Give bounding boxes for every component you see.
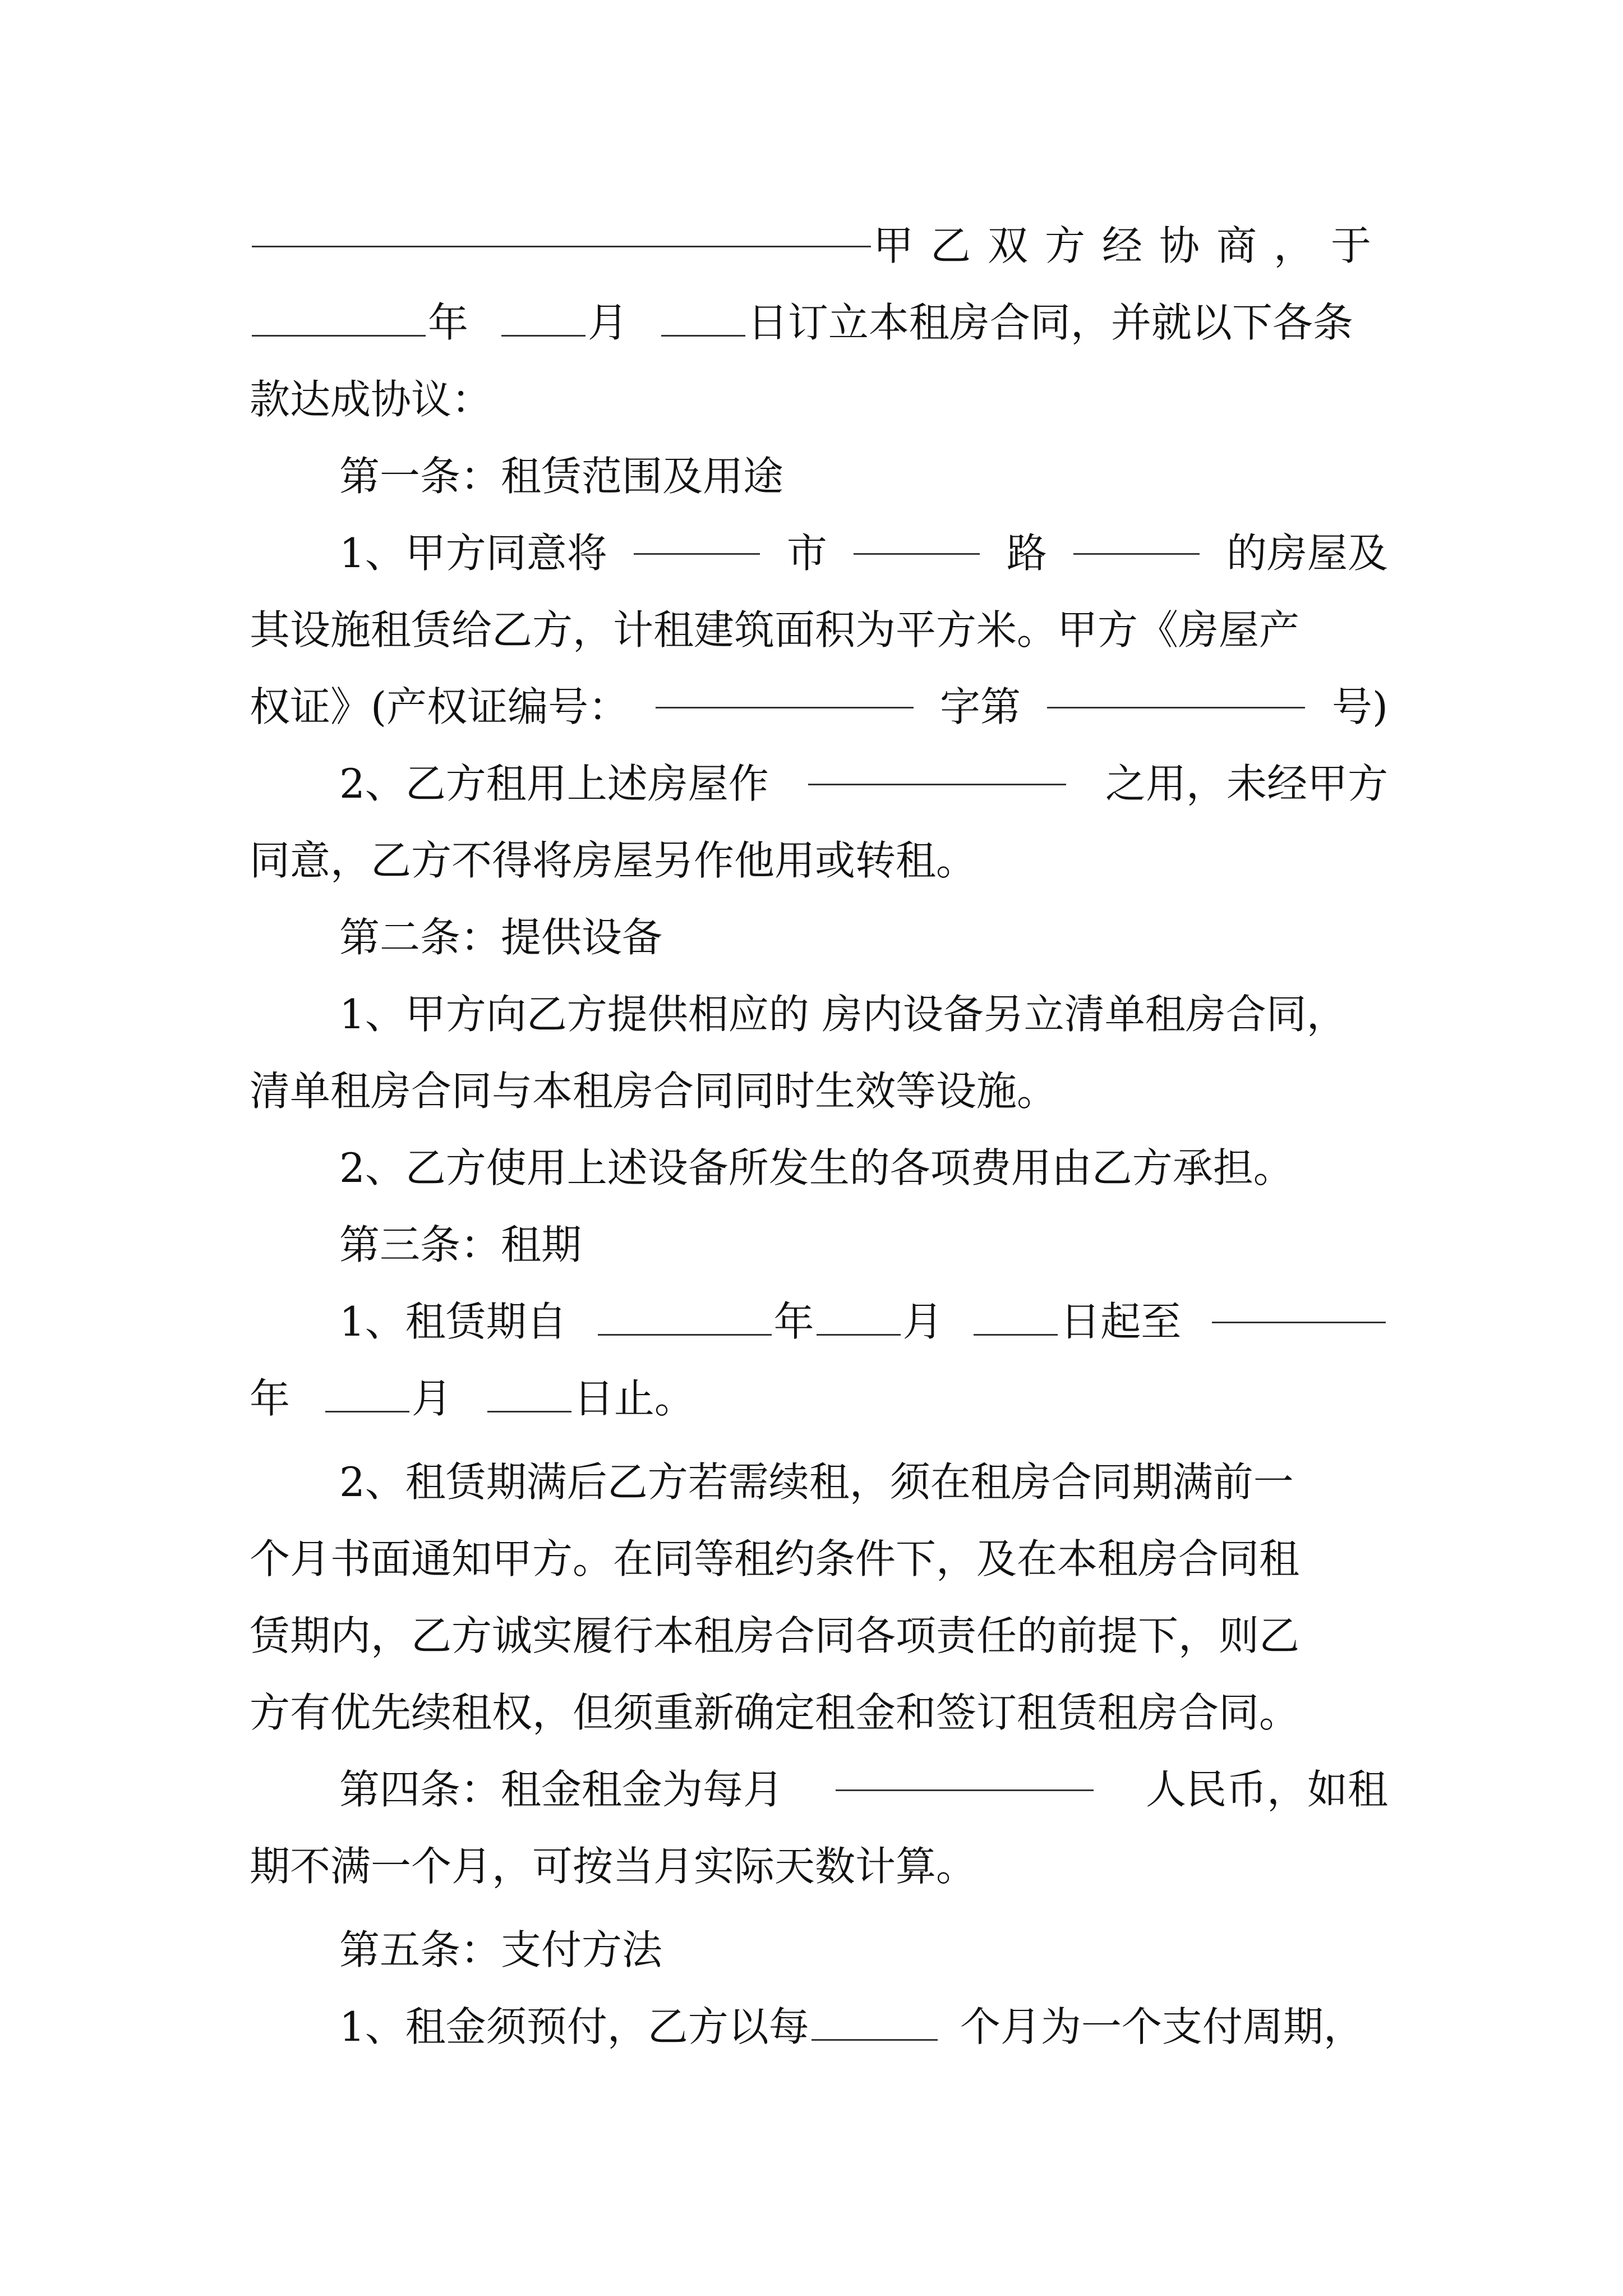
line-date: 年 月 日订立本租房合同，并就以下各条 (250, 284, 1388, 361)
article-1-clause-1-l2: 其设施租赁给乙方，计租建筑面积为平方米。甲方《房屋产 (250, 606, 1300, 654)
contract-page (250, 208, 1388, 2065)
line-agreement: 款达成协议： (250, 376, 492, 423)
article-1-clause-2: 2、乙方租用上述房屋作 之用，未经甲方 (339, 760, 1388, 807)
blank-certificate-prefix (656, 706, 914, 708)
blank-start-year (598, 1333, 772, 1336)
article-3-clause-2-l4: 方有优先续租权，但须重新确定租金和签订租赁租房合同。 (250, 1689, 1300, 1736)
blank-usage (808, 783, 1066, 785)
article-4: 第四条：租金租金为每月 人民币，如租 (339, 1766, 1388, 1813)
blank-party-names (252, 245, 871, 247)
article-1-clause-1-l3: 权证》(产权证编号： 字第 号) (250, 683, 1388, 730)
article-1-clause-1: 1、甲方同意将 市 路 的房屋及 (339, 530, 1388, 577)
article-2-title: 第二条：提供设备 (339, 914, 663, 961)
blank-end-month (325, 1410, 409, 1412)
article-3-clause-1-l2: 年 月 日止。 (250, 1375, 695, 1422)
blank-year (252, 334, 426, 337)
article-1-clause-2-l2: 同意，乙方不得将房屋另作他用或转租。 (250, 837, 977, 884)
blank-start-day (974, 1333, 1058, 1336)
article-3-clause-2-l2: 个月书面通知甲方。在同等租约条件下，及在本租房合同租 (250, 1535, 1300, 1582)
article-3-clause-1: 1、租赁期自 年 月 日起至 (250, 1283, 1388, 1360)
text-agreement-intro: 甲乙双方经协商，于 (873, 222, 1388, 269)
article-3-title: 第三条：租期 (339, 1221, 582, 1268)
blank-city (634, 553, 760, 555)
article-3-clause-2-l3: 赁期内，乙方诚实履行本租房合同各项责任的前提下，则乙 (250, 1612, 1300, 1659)
article-3-clause-2: 2、租赁期满后乙方若需续租，须在租房合同期满前一 (339, 1458, 1294, 1506)
article-2-clause-2: 2、乙方使用上述设备所发生的各项费用由乙方承担。 (339, 1144, 1294, 1191)
article-5-clause-1: 1、租金须预付，乙方以每 个月为一个支付周期， (339, 2003, 1364, 2050)
blank-day (661, 334, 745, 337)
blank-road-name (854, 553, 980, 555)
article-4-l2: 期不满一个月，可按当月实际天数计算。 (250, 1843, 977, 1890)
blank-end-day (487, 1410, 571, 1412)
article-2-clause-1-l2: 清单租房合同与本租房合同同时生效等设施。 (250, 1068, 1058, 1115)
blank-month (501, 334, 585, 337)
article-1-title: 第一条：租赁范围及用途 (339, 453, 784, 500)
blank-start-month (817, 1333, 901, 1336)
blank-payment-period (811, 2039, 938, 2041)
blank-road-number (1073, 553, 1200, 555)
blank-end-year (1212, 1321, 1386, 1323)
article-5-title: 第五条：支付方法 (339, 1926, 663, 1973)
article-2-clause-1: 1、甲方向乙方提供相应的 房内设备另立清单租房合同， (339, 991, 1347, 1038)
blank-monthly-rent (836, 1789, 1094, 1791)
line-parties (250, 208, 1388, 284)
blank-certificate-number (1047, 706, 1305, 708)
